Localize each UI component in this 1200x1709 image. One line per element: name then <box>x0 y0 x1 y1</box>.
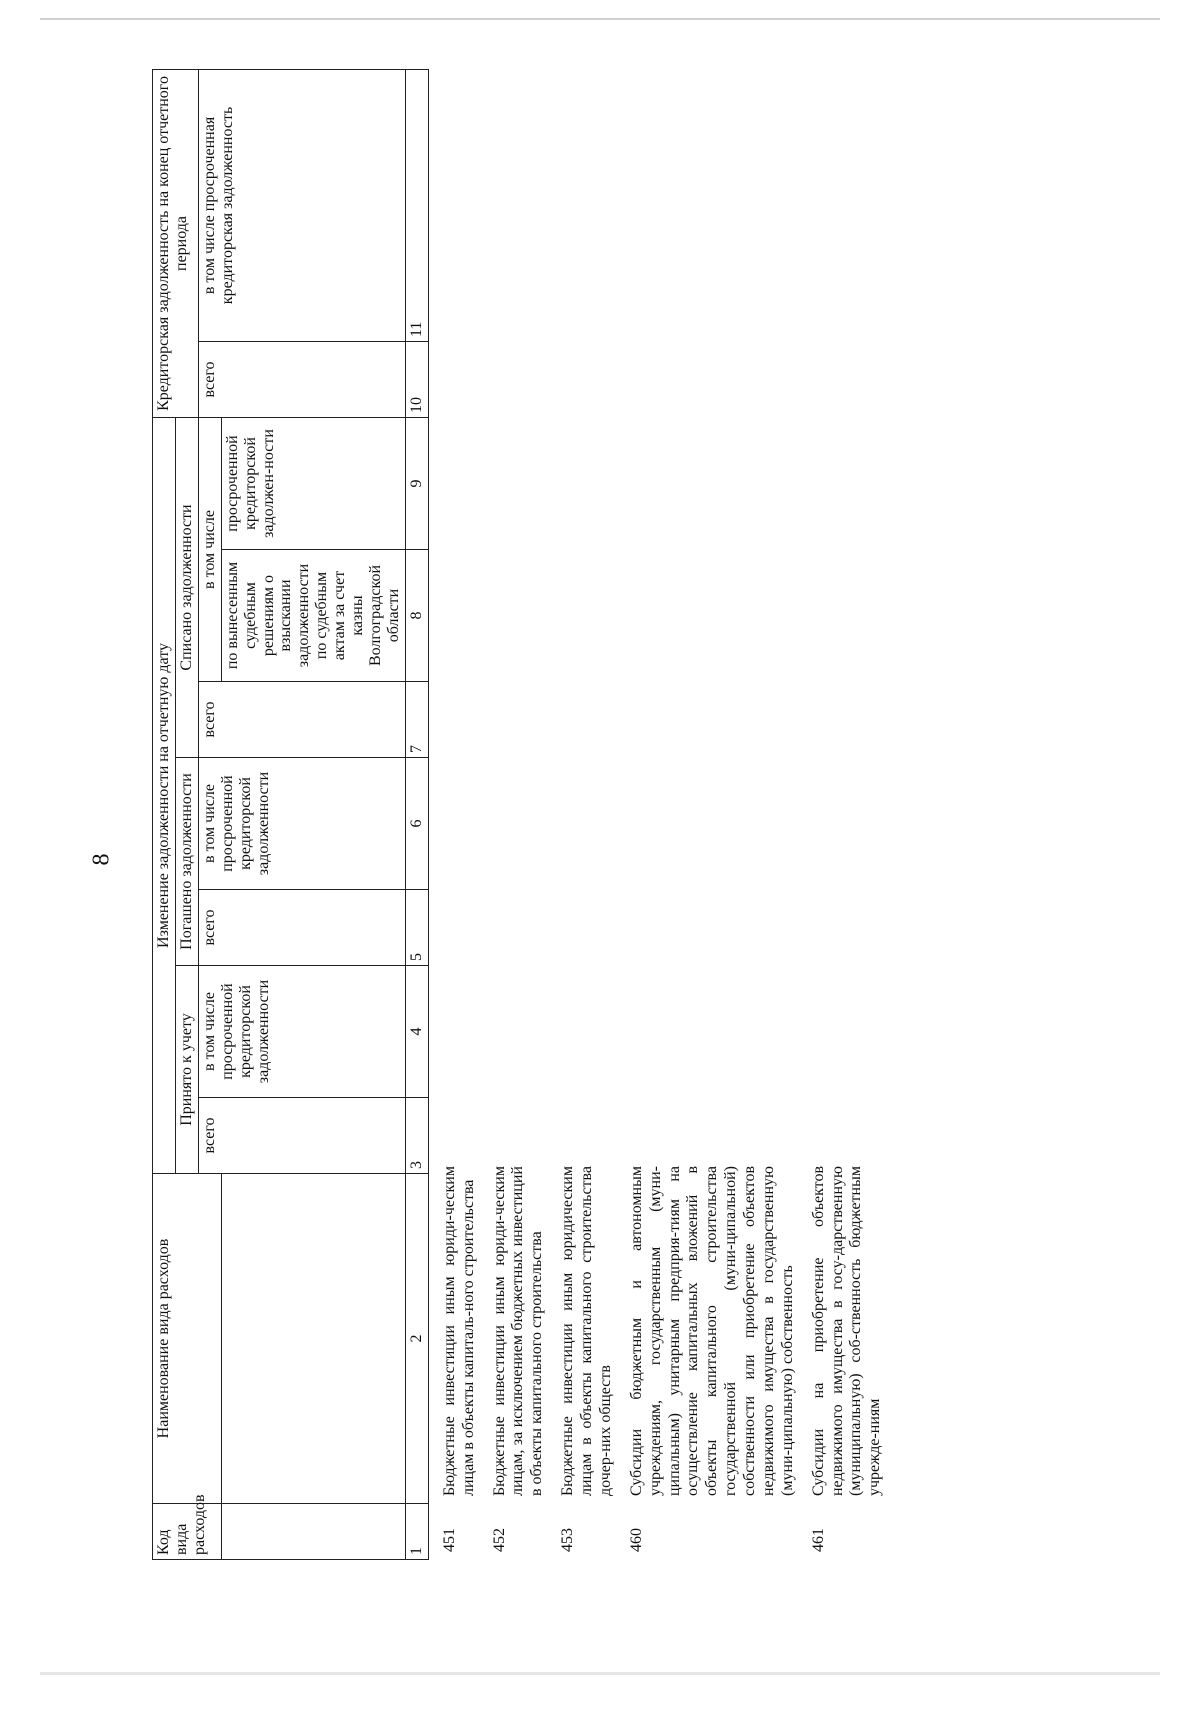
header-change-group: Изменение задолженности на отчетную дату <box>153 417 176 1173</box>
row-name: Бюджетные инвестиции иным юридическим лицам в объекты капитального строительства дочер-них обществ <box>559 1166 614 1496</box>
row-code: 453 <box>559 1528 577 1552</box>
column-number: 10 <box>405 341 428 417</box>
header-placeholder-code <box>221 1504 405 1560</box>
header-name: Наименование вида расходов <box>153 1174 222 1504</box>
column-number: 8 <box>405 550 428 682</box>
table-row <box>429 70 479 1560</box>
row-code: 461 <box>809 1528 827 1552</box>
column-number-row <box>405 69 428 1559</box>
header-written-off: Списано задолженности <box>175 417 198 757</box>
table-row <box>547 70 616 1560</box>
column-number: 1 <box>405 1504 428 1560</box>
scan-edge-bottom <box>40 1672 1160 1675</box>
header-creditor-end: Кредиторская задолженность на конец отчетного периода <box>153 69 199 417</box>
header-code: Код вида расходов <box>153 1504 222 1560</box>
table-row <box>616 70 798 1560</box>
header-repaid-total: всего <box>198 890 405 966</box>
header-repaid: Погашено задолженности <box>175 758 198 966</box>
scan-edge-top <box>40 18 1160 20</box>
header-accepted-total: всего <box>198 1098 405 1174</box>
rotated-table-container <box>152 70 884 1560</box>
column-number: 4 <box>405 966 428 1098</box>
table-row <box>798 70 886 1560</box>
row-code: 451 <box>440 1528 458 1552</box>
header-placeholder-name <box>221 1174 405 1504</box>
header-creditor-overdue: в том числе просроченная кредиторская задолженность <box>198 69 405 341</box>
column-number: 5 <box>405 890 428 966</box>
header-accepted: Принято к учету <box>175 966 198 1174</box>
page-number: 8 <box>88 853 115 866</box>
column-number: 6 <box>405 758 428 890</box>
row-name: Бюджетные инвестиции иным юриди-ческим лицам в объекты капиталь-ного строительства <box>440 1166 477 1496</box>
data-rows <box>429 70 885 1560</box>
header-repaid-overdue: в том числе просроченной кредиторской задолженности <box>198 758 405 890</box>
column-number: 11 <box>405 69 428 341</box>
header-creditor-total: всего <box>198 341 405 417</box>
header-written-total: всего <box>198 682 405 758</box>
column-number: 2 <box>405 1174 428 1504</box>
column-number: 9 <box>405 417 428 549</box>
row-code: 460 <box>627 1528 645 1552</box>
expenditure-table <box>152 69 429 1560</box>
table-row <box>479 70 548 1560</box>
header-written-incl: в том числе <box>198 417 221 681</box>
row-code: 452 <box>490 1528 508 1552</box>
row-name: Субсидии бюджетным и автономным учреждениям, государственным (муни-ципальным) унитарным предприя-тиям на осуществление капитальных вложений в объекты капитального строительства государственной (муни-ципальной) собственности или приобретение объектов недвижимого имущества в государственную (муни-ципальную) собственность <box>627 1166 796 1496</box>
header-court-decision: по вынесенным судебным решениям о взыскании задолженности по судебным актам за счет казны Волгоградской области <box>221 550 405 682</box>
header-accepted-overdue: в том числе просроченной кредиторской задолженности <box>198 966 405 1098</box>
row-name: Бюджетные инвестиции иным юриди-ческим лицам, за исключением бюджетных инвестиций в объекты капитального строительства <box>490 1166 546 1496</box>
header-written-overdue: просроченной кредиторской задолжен-ности <box>221 417 405 549</box>
column-number: 3 <box>405 1098 428 1174</box>
column-number: 7 <box>405 682 428 758</box>
row-name: Субсидии на приобретение объектов недвижимого имущества в госу-дарственную (муниципальную) соб-ственность бюджетным учрежде-ниям <box>809 1166 884 1496</box>
